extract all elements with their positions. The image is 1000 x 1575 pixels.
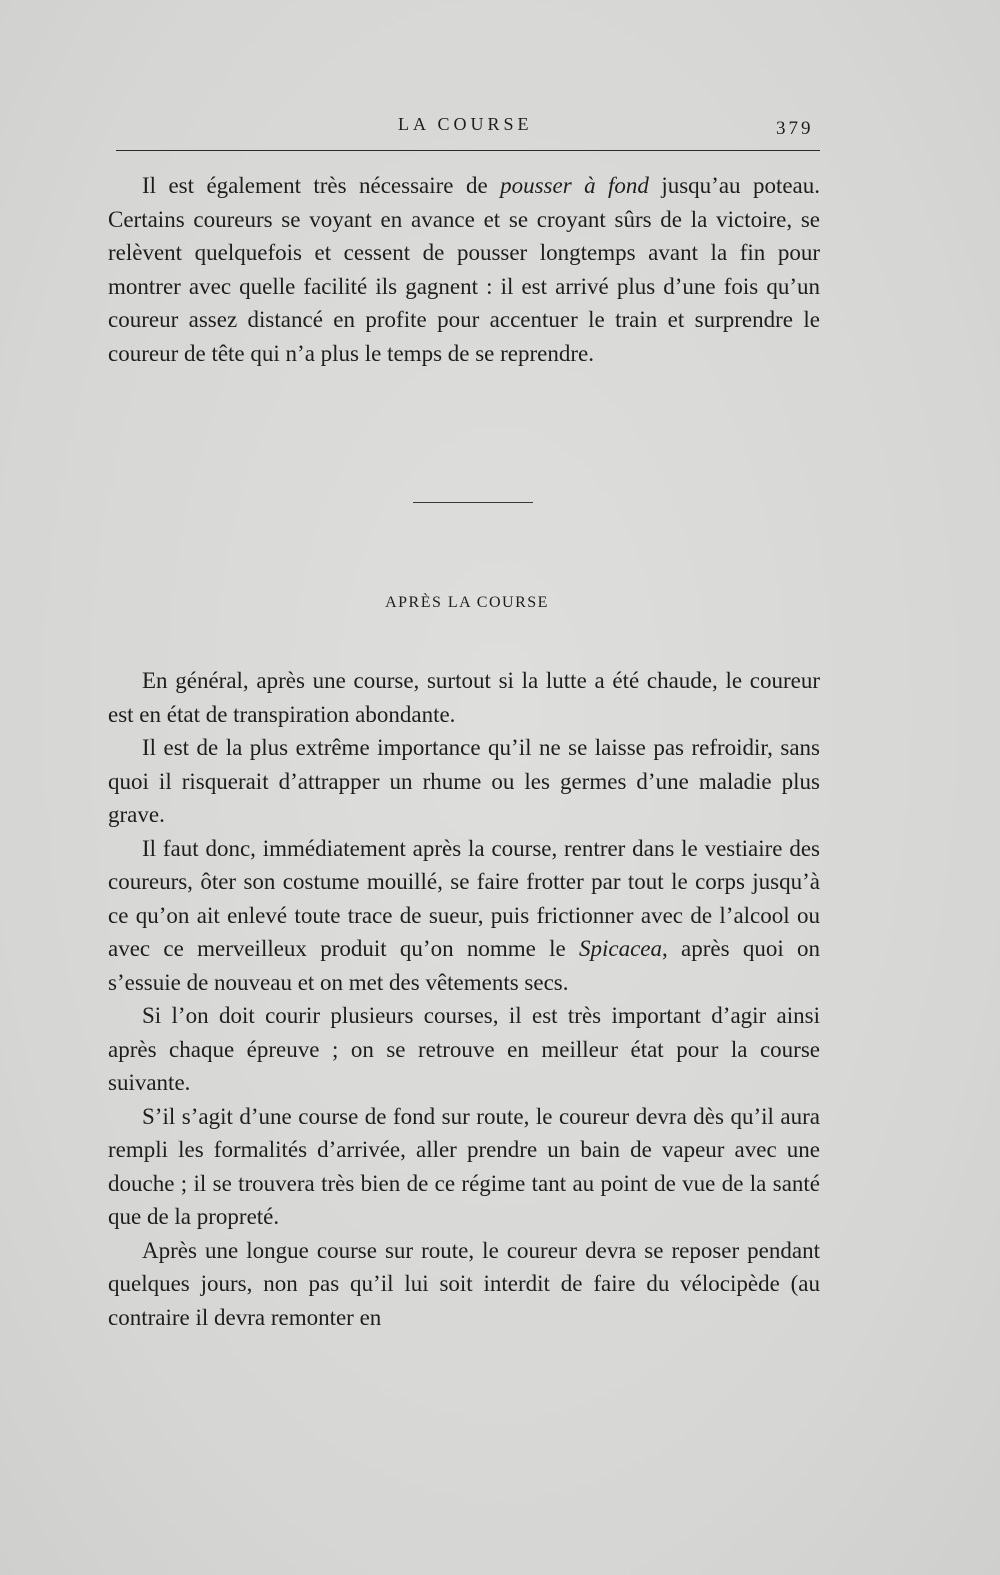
- paragraph-3-start: Il faut donc, immédiatement après la course, rentrer dans le vestiaire des coureurs, ôter son costume mouillé, se faire frotter par tout le corps jusqu’à ce qu’on ait enlevé toute trace de sueur, puis frictionner avec de l’alcool ou avec ce merveilleux produit qu’on nomme le: [108, 835, 820, 961]
- paragraph-4: Si l’on doit courir plusieurs courses, il est très important d’agir ainsi après chaque épreuve ; on se retrouve en meilleur état pour la course suivante.: [108, 1003, 820, 1095]
- section-text-block: [108, 664, 820, 1334]
- section-divider: [413, 502, 533, 503]
- paragraph-1: En général, après une course, surtout si la lutte a été chaude, le coureur est en état de transpiration abondante.: [108, 668, 820, 727]
- intro-text-start: Il est également très nécessaire de: [142, 173, 501, 198]
- page-number: 379: [776, 118, 814, 139]
- intro-text-block: [108, 169, 820, 370]
- header-rule: [116, 150, 820, 151]
- paragraph-5: S’il s’agit d’une course de fond sur route, le coureur devra dès qu’il aura rempli les formalités d’arrivée, aller prendre un bain de vapeur avec une douche ; il se trouvera très bien de ce régime tant au point de vue de la santé que de la propreté.: [108, 1103, 820, 1229]
- intro-text-end: jusqu’au poteau. Certains coureurs se voyant en avance et se croyant sûrs de la victoire, se relèvent quelquefois et cessent de pousser longtemps avant la fin pour montrer avec quelle facilité ils gagnent : il est arrivé plus d’une fois qu’un coureur assez distancé en profite pour accentuer le train et surprendre le coureur de tête qui n’a plus le temps de se reprendre.: [108, 173, 821, 366]
- paragraph-3: [108, 832, 820, 1000]
- running-title: LA COURSE: [398, 114, 533, 134]
- intro-emphasis: pousser à fond: [500, 173, 649, 198]
- intro-paragraph: [108, 169, 820, 370]
- paragraph-3-emphasis: Spicacea: [579, 936, 663, 961]
- paragraph-6: Après une longue course sur route, le coureur devra se reposer pendant quelques jours, non pas qu’il lui soit interdit de faire du vélocipède (au contraire il devra remonter en: [108, 1237, 820, 1330]
- paragraph-3-end: , après quoi on s’essuie de nouveau et on met des vêtements secs.: [108, 936, 821, 995]
- section-title: APRÈS LA COURSE: [385, 594, 549, 611]
- paragraph-2: Il est de la plus extrême importance qu’il ne se laisse pas refroidir, sans quoi il risquerait d’attrapper un rhume ou les germes d’une maladie plus grave.: [108, 735, 820, 827]
- running-head: [0, 114, 1000, 144]
